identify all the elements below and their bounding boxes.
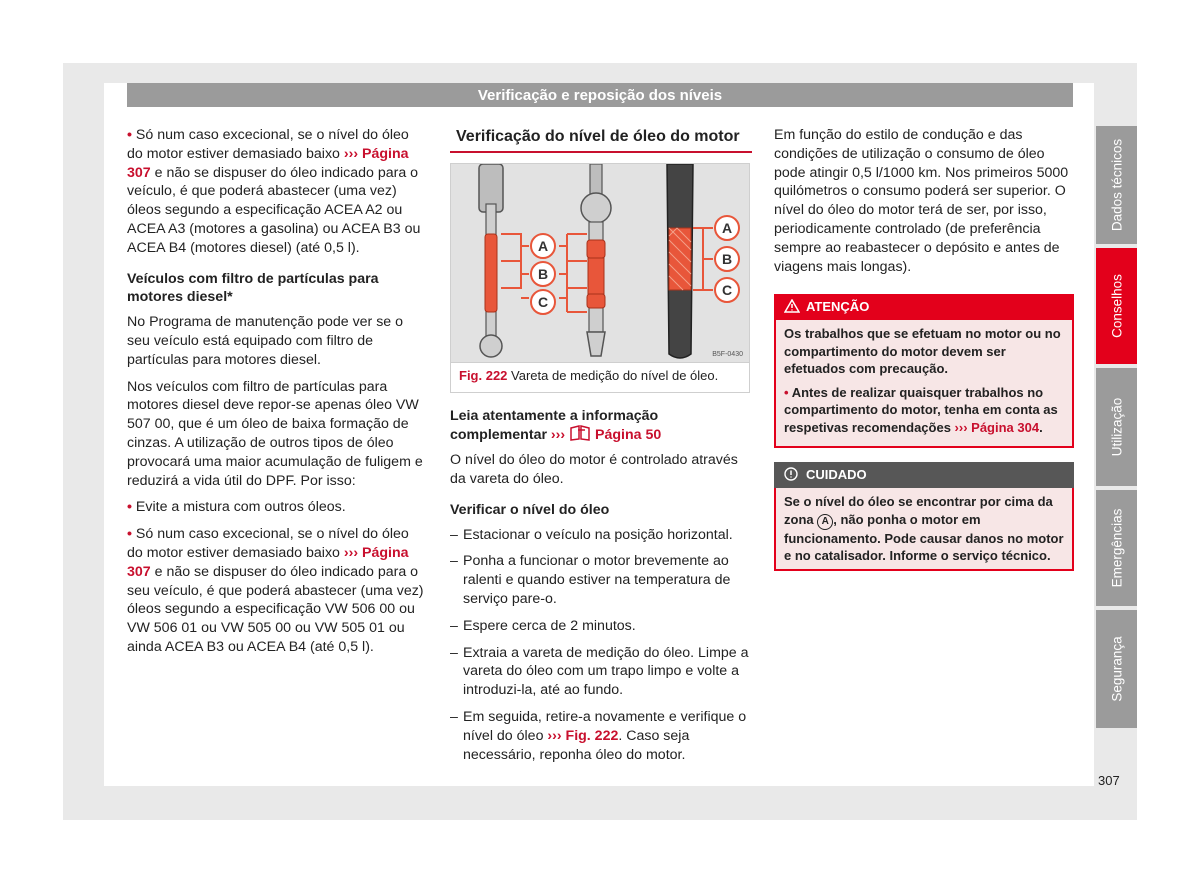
bullet-icon: • xyxy=(127,499,132,516)
step-item: – Estacionar o veículo na posição horizontal. xyxy=(450,526,752,545)
page-number: 307 xyxy=(1098,773,1120,788)
dipstick-illustration xyxy=(451,164,749,362)
paragraph: • Só num caso excecional, se o nível do óleo do motor estiver demasiado baixo ››› Página 307 e não se dispuser do óleo indicado para o veículo, é que poderá abastecer (uma vez) óleos segundo a especificação ACEA A2 ou ACEA A3 (motores a gasolina) ou ACEA B3 ou ACEA B4 (motores diesel) (até 0,5 l). xyxy=(127,127,421,256)
zone-label-a: A xyxy=(721,219,733,236)
bullet-item: • Evite a mistura com outros óleos. xyxy=(127,499,346,516)
tab-conselhos[interactable]: Conselhos xyxy=(1096,248,1137,364)
section-title: Verificação do nível de óleo do motor xyxy=(450,126,752,153)
tab-dados-tecnicos[interactable]: Dados técnicos xyxy=(1096,126,1137,244)
zone-label-c: C xyxy=(537,293,549,310)
tab-emergencias[interactable]: Emergências xyxy=(1096,490,1137,606)
paragraph: Nos veículos com filtro de partículas para motores diesel deve repor-se apenas óleo VW 507 00, que é um óleo de baixa formação de cinzas. A utilização de outros tipos de óleo provocará uma maior acumulação de fuligem e reduzirá a vida útil do DPF. Por isso: xyxy=(127,378,423,489)
zone-label-b: B xyxy=(721,250,733,267)
paragraph: No Programa de manutenção pode ver se o seu veículo está equipado com filtro de partículas para motores diesel. xyxy=(127,314,404,368)
step-item: – Extraia a vareta de medição do óleo. Limpe a vareta do óleo com um trapo limpo e volte a introduzi-la, até ao fundo. xyxy=(450,644,752,700)
step-item: – Espere cerca de 2 minutos. xyxy=(450,617,752,636)
page-link[interactable]: ››› Página 307 xyxy=(127,145,409,181)
bullet-icon: • xyxy=(127,526,132,543)
zone-label-a: A xyxy=(537,237,549,254)
warning-body: Os trabalhos que se efetuam no motor ou no compartimento do motor devem ser efetuados com precaução. • Antes de realizar quaisquer trabalhos no compartimento do motor, tenha em conta as respetivas recomendações ››› Página 304. xyxy=(774,320,1074,448)
caution-header: CUIDADO xyxy=(774,462,1074,488)
figure xyxy=(450,163,750,393)
zone-labels-right xyxy=(715,216,739,302)
tab-seguranca[interactable]: Segurança xyxy=(1096,610,1137,728)
caution-body: Se o nível do óleo se encontrar por cima da zona A , não ponha o motor em funcionamento. Pode causar danos no motor e no catalisador. Informe o serviço técnico. xyxy=(774,488,1074,571)
subheading: Veículos com filtro de partículas para motores diesel* xyxy=(127,270,379,306)
column-left xyxy=(127,126,427,665)
caution-box xyxy=(774,462,1074,571)
page-link[interactable]: ››› Página 304 xyxy=(954,419,1040,435)
zone-label-b: B xyxy=(537,265,549,282)
warning-header: ATENÇÃO xyxy=(774,294,1074,320)
info-circle-icon xyxy=(784,467,798,481)
bullet-icon: • xyxy=(127,127,132,143)
column-middle xyxy=(450,126,752,772)
figure-link[interactable]: ››› Fig. 222 xyxy=(547,727,619,744)
step-item: – Ponha a funcionar o motor brevemente ao ralenti e quando estiver na temperatura de serviço pare-o. xyxy=(450,552,752,608)
zone-labels-left xyxy=(531,234,555,314)
read-first-notice: Leia atentamente a informação complementar ››› Página 50 xyxy=(450,407,662,444)
step-item: – Em seguida, retire-a novamente e verifique o nível do óleo ››› Fig. 222. Caso seja necessário, reponha óleo do motor. xyxy=(450,708,752,764)
paragraph: • Só num caso excecional, se o nível do óleo do motor estiver demasiado baixo ››› Página 307 e não se dispuser do óleo indicado para o seu veículo, é que poderá abastecer (uma vez) óleos segundo a especificação VW 506 00 ou VW 506 01 ou VW 505 00 ou VW 505 01 ou ainda ACEA B3 ou ACEA B4 (até 0,5 l). xyxy=(127,526,424,655)
book-icon xyxy=(569,425,591,441)
zone-a-badge: A xyxy=(817,514,833,530)
paragraph: O nível do óleo do motor é controlado através da vareta do óleo. xyxy=(450,452,738,487)
page-header: Verificação e reposição dos níveis xyxy=(127,83,1073,107)
tab-utilizacao[interactable]: Utilização xyxy=(1096,368,1137,486)
subheading: Verificar o nível do óleo xyxy=(450,501,610,518)
warning-box xyxy=(774,294,1074,448)
page-link[interactable]: ››› Página 307 xyxy=(127,544,409,580)
bullet-icon: • xyxy=(784,384,789,400)
figure-caption: Fig. 222 Vareta de medição do nível de óleo. xyxy=(451,362,749,392)
warning-triangle-icon xyxy=(784,299,800,313)
figure-code: B5F-0430 xyxy=(712,350,743,358)
page-link[interactable]: Página 50 xyxy=(595,427,662,444)
zone-label-c: C xyxy=(721,281,733,298)
dipstick-rod-3 xyxy=(667,164,693,358)
paragraph: Em função do estilo de condução e das condições de utilização o consumo de óleo pode atingir 0,5 l/1000 km. Nos primeiros 5000 quilómetros o consumo poderá ser superior. O nível do óleo do motor terá de ser, por isso, periodicamente controlado (de preferência sempre ao reabastecer o depósito e antes de viagens mais longas). xyxy=(774,127,1069,275)
column-right xyxy=(774,126,1076,585)
